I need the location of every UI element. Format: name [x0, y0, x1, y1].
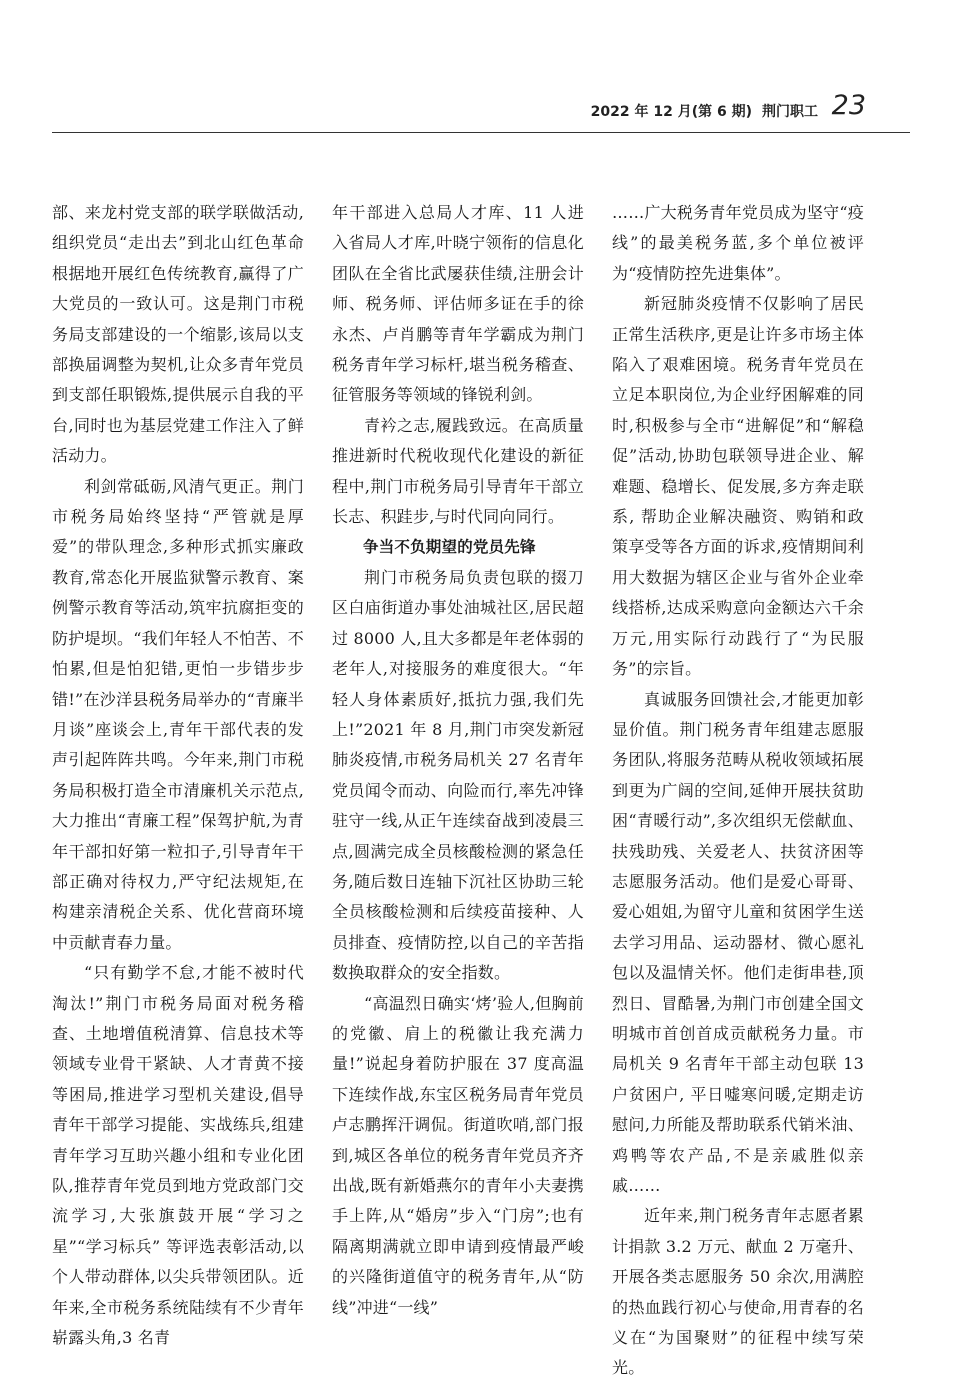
- paragraph: ……广大税务青年党员成为坚守“疫线”的最美税务蓝,多个单位被评为“疫情防控先进集体”。: [612, 203, 864, 283]
- header-info: [591, 101, 818, 121]
- page-header: [0, 0, 960, 140]
- paragraph: “只有勤学不怠,才能不被时代淘汰!”荆门市税务局面对税务稽查、土地增值税清算、信息技术等领域专业骨干紧缺、人才青黄不接等困局,推进学习型机关建设,倡导青年干部学习提能、实战练兵,组建青年学习互助兴趣小组和专业化团队,推荐青年党员到地方党政部门交流学习,大张旗鼓开展“学习之星”“学习标兵” 等评选表彰活动,以个人带动群体,以尖兵带领团队。近年来,全市税务系统陆续有不少青年崭露头角,3 名青: [52, 963, 304, 1348]
- paragraph: 青衿之志,履践致远。在高质量推进新时代税收现代化建设的新征程中,荆门市税务局引导青年干部立长志、积跬步,与时代同向同行。: [332, 415, 584, 527]
- paragraph: 利剑常砥砺,风清气更正。荆门市税务局始终坚持“严管就是厚爱”的带队理念,多种形式抓实廉政教育,常态化开展监狱警示教育、案例警示教育等活动,筑牢抗腐拒变的防护堤坝。“我们年轻人不怕苦、不怕累,但是怕犯错,更怕一步错步步错!”在沙洋县税务局举办的“青廉半月谈”座谈会上,青年干部代表的发声引起阵阵共鸣。今年来,荆门市税务局积极打造全市清廉机关示范点,大力推出“青廉工程”保驾护航,为青年干部扣好第一粒扣子,引导青年干部正确对待权力,严守纪法规矩,在构建亲清税企关系、优化营商环境中贡献青春力量。: [52, 476, 304, 952]
- paragraph: 新冠肺炎疫情不仅影响了居民正常生活秩序,更是让许多市场主体陷入了艰难困境。税务青年党员在立足本职岗位,为企业纾困解难的同时,积极参与全市“进解促”和“解稳促”活动,协助包联领导进企业、解难题、稳增长、促发展,多方奔走联系, 帮助企业解决融资、购销和政策享受等各方面的诉求,疫情期间利用大数据为辖区企业与省外企业牵线搭桥,达成采购意向金额达六千余万元,用实际行动践行了“为民服务”的宗旨。: [612, 294, 864, 679]
- paragraph: 近年来,荆门税务青年志愿者累计捐款 3.2 万元、献血 2 万毫升、开展各类志愿服务 50 余次,用满腔的热血践行初心与使命,用青春的名义在“为国聚财”的征程中续写荣光。: [612, 1206, 864, 1378]
- text-column-1: [52, 198, 304, 1353]
- paragraph: 荆门市税务局负责包联的掇刀区白庙街道办事处油城社区,居民超过 8000 人,且大多都是年老体弱的老年人,对接服务的难度很大。“年轻人身体素质好,抵抗力强,我们先上!”2021 年 8 月,荆门市突发新冠肺炎疫情,市税务局机关 27 名青年党员闻令而动、向险而行,率先冲锋驻守一线,从正午连续奋战到凌晨三点,圆满完成全员核酸检测的紧急任务,随后数日连轴下沉社区协助三轮全员核酸检测和后续疫苗接种、人员排查、疫情防控,以自己的辛苦指数换取群众的安全指数。: [332, 567, 584, 983]
- issue-date: 2022 年 12 月(第 6 期): [590, 104, 752, 120]
- publication-name: 荆门职工: [762, 104, 818, 120]
- paragraph: 真诚服务回馈社会,才能更加彰显价值。荆门税务青年组建志愿服务团队,将服务范畴从税收领域拓展到更为广阔的空间,延伸开展扶贫助困“青暖行动”,多次组织无偿献血、扶残助残、关爱老人、扶贫济困等志愿服务活动。他们是爱心哥哥、爱心姐姐,为留守儿童和贫困学生送去学习用品、运动器材、微心愿礼包以及温情关怀。他们走街串巷,顶烈日、冒酷暑,为荆门市创建全国文明城市首创首成贡献税务力量。市局机关 9 名青年干部主动包联 13 户贫困户, 平日嘘寒问暖,定期走访慰问,力所能及帮助联系代销米油、鸡鸭等农产品,不是亲戚胜似亲戚……: [612, 689, 864, 1195]
- paragraph: 年干部进入总局人才库、11 人进入省局人才库,叶晓宁领衔的信息化团队在全省比武屡获佳绩,注册会计师、税务师、评估师多证在手的徐永杰、卢肖鹏等青年学霸成为荆门税务青年学习标杆,堪当税务稽查、征管服务等领域的锋锐利剑。: [332, 203, 584, 405]
- paragraph: “高温烈日确实‘烤’验人,但胸前的党徽、肩上的税徽让我充满力量!”说起身着防护服在 37 度高温下连续作战,东宝区税务局青年党员卢志鹏挥汗调侃。街道吹哨,部门报到,城区各单位的税务青年党员齐齐出战,既有新婚燕尔的青年小夫妻携手上阵,从“婚房”步入“门房”;也有隔离期满就立即申请到疫情最严峻的兴隆街道值守的税务青年,从“防线”冲进“一线”: [332, 993, 584, 1317]
- page-number: 23: [831, 90, 866, 121]
- text-column-2: [332, 198, 584, 1323]
- section-heading: 争当不负期望的党员先锋: [363, 538, 536, 557]
- paragraph: 部、来龙村党支部的联学联做活动,组织党员“走出去”到北山红色革命根据地开展红色传统教育,赢得了广大党员的一致认可。这是荆门市税务局支部建设的一个缩影,该局以支部换届调整为契机,让众多青年党员到支部任职锻炼,提供展示自我的平台,同时也为基层党建工作注入了鲜活动力。: [52, 203, 304, 466]
- text-column-3: [612, 198, 864, 1384]
- header-divider: [52, 132, 910, 133]
